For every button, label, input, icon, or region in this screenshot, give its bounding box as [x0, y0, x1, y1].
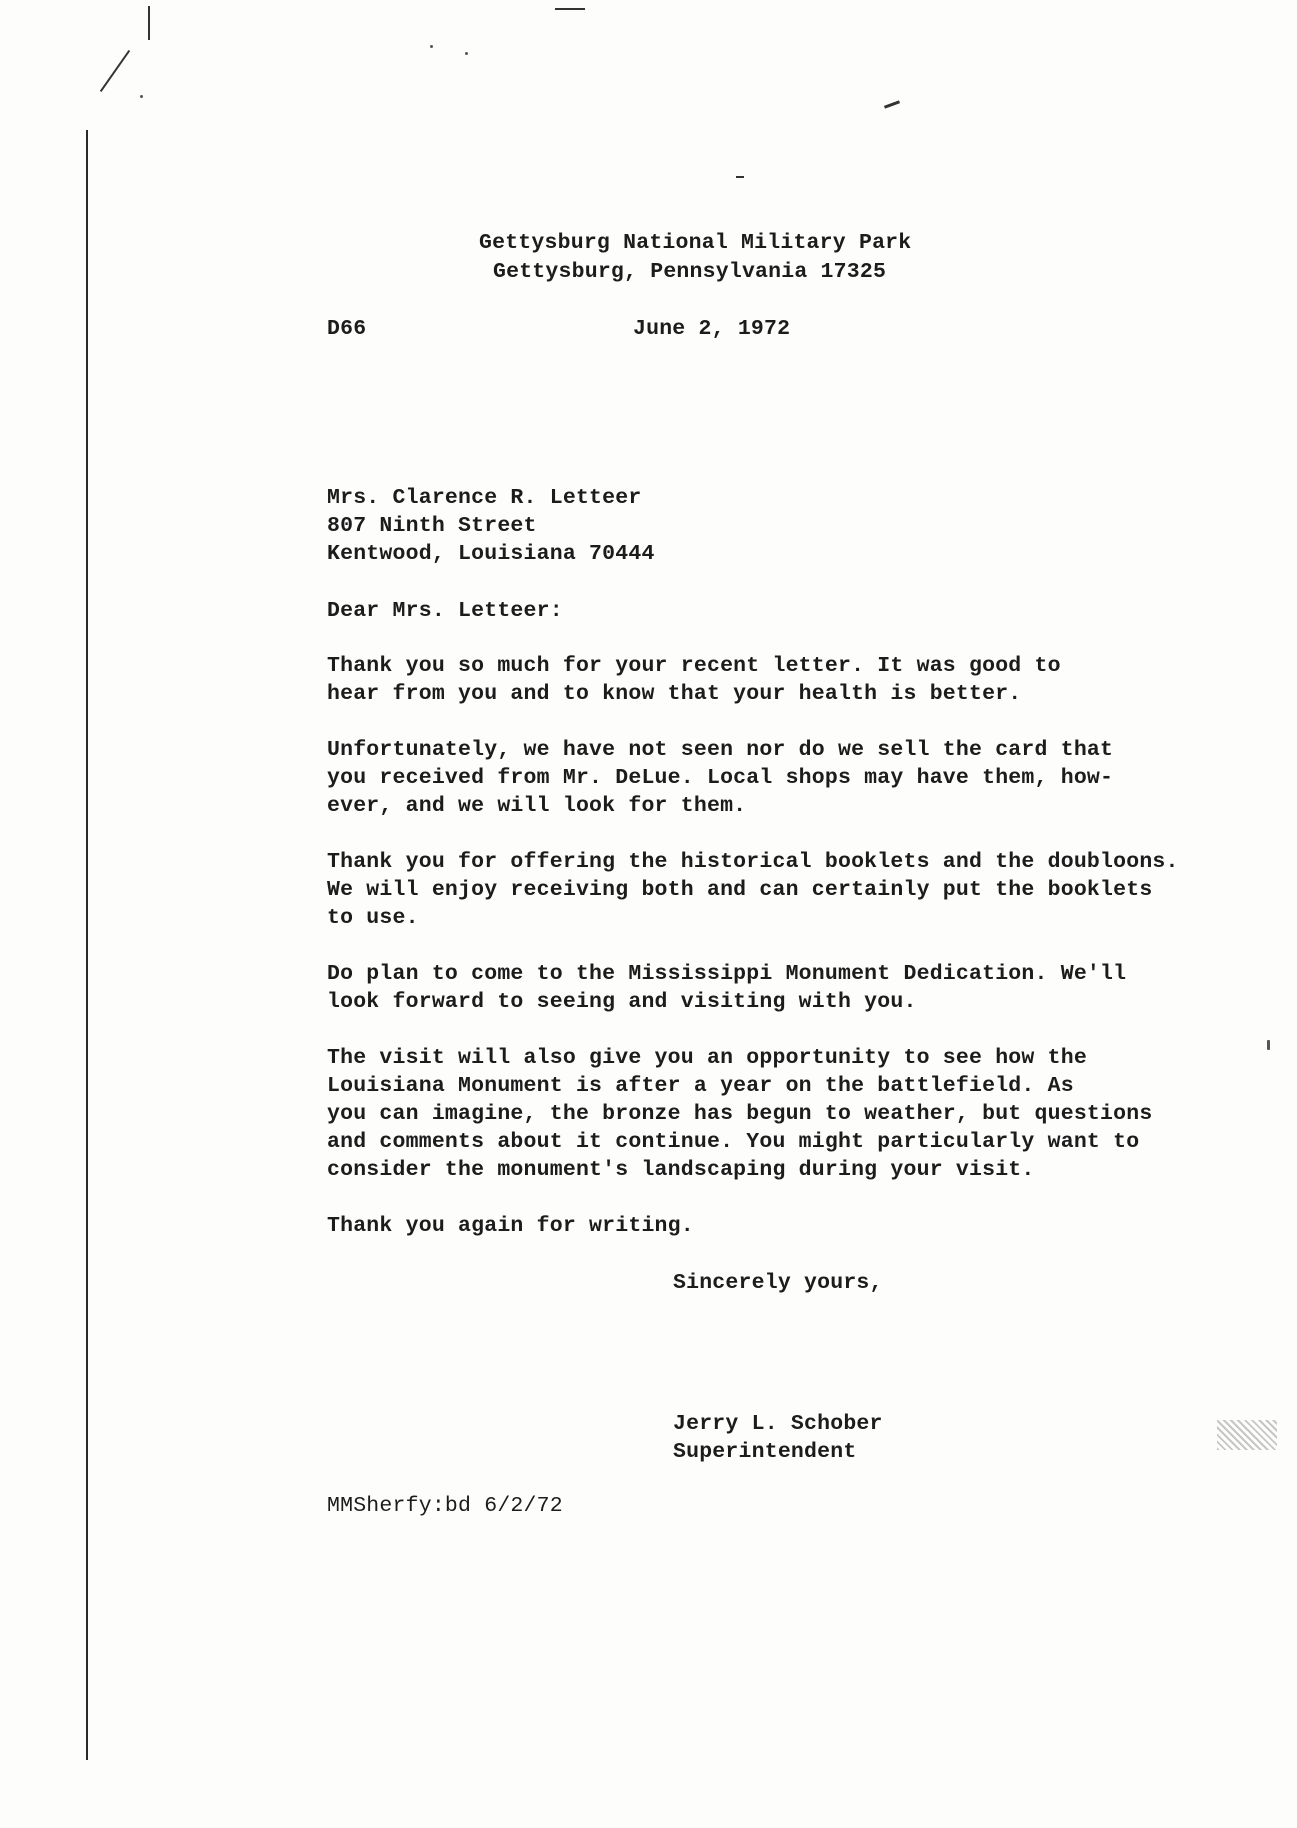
speck: [140, 95, 143, 98]
smudge: [1217, 1420, 1277, 1450]
body-line: Do plan to come to the Mississippi Monument Dedication. We'll: [327, 962, 1127, 986]
top-mark: [884, 100, 900, 108]
body-line: Thank you so much for your recent letter. It was good to: [327, 654, 1061, 678]
letter-date: June 2, 1972: [633, 317, 791, 341]
body-line: look forward to seeing and visiting with you.: [327, 990, 917, 1014]
body-line: Thank you for offering the historical booklets and the doubloons.: [327, 850, 1179, 874]
body-line: ever, and we will look for them.: [327, 794, 747, 818]
body-line: We will enjoy receiving both and can certainly put the booklets: [327, 878, 1153, 902]
body-line: consider the monument's landscaping during your visit.: [327, 1158, 1035, 1182]
body-line: to use.: [327, 906, 419, 930]
body-line: hear from you and to know that your health is better.: [327, 682, 1022, 706]
salutation: Dear Mrs. Letteer:: [327, 599, 563, 623]
signer-title: Superintendent: [673, 1440, 857, 1464]
letterhead-line-2: Gettysburg, Pennsylvania 17325: [493, 260, 887, 284]
letterhead-line-1: Gettysburg National Military Park: [479, 231, 912, 255]
speck: [1267, 1040, 1270, 1050]
closing: Sincerely yours,: [673, 1271, 883, 1295]
body-line: you received from Mr. DeLue. Local shops may have them, how-: [327, 766, 1114, 790]
top-mark: [736, 176, 744, 178]
corner-mark: [148, 6, 150, 40]
body-line: Unfortunately, we have not seen nor do we sell the card that: [327, 738, 1114, 762]
body-line: Louisiana Monument is after a year on the battlefield. As: [327, 1074, 1074, 1098]
top-mark: [555, 8, 585, 10]
body-line: and comments about it continue. You might particularly want to: [327, 1130, 1140, 1154]
speck: [465, 52, 468, 55]
body-line: The visit will also give you an opportunity to see how the: [327, 1046, 1087, 1070]
speck: [430, 45, 433, 48]
left-edge-line: [86, 130, 88, 1760]
file-code: D66: [327, 317, 367, 341]
recipient-street: 807 Ninth Street: [327, 514, 537, 538]
recipient-city: Kentwood, Louisiana 70444: [327, 542, 655, 566]
body-line: Thank you again for writing.: [327, 1214, 694, 1238]
body-line: you can imagine, the bronze has begun to weather, but questions: [327, 1102, 1153, 1126]
recipient-name: Mrs. Clarence R. Letteer: [327, 486, 642, 510]
reference-initials: MMSherfy:bd 6/2/72: [327, 1494, 563, 1518]
signer-name: Jerry L. Schober: [673, 1412, 883, 1436]
corner-mark: [100, 50, 130, 92]
